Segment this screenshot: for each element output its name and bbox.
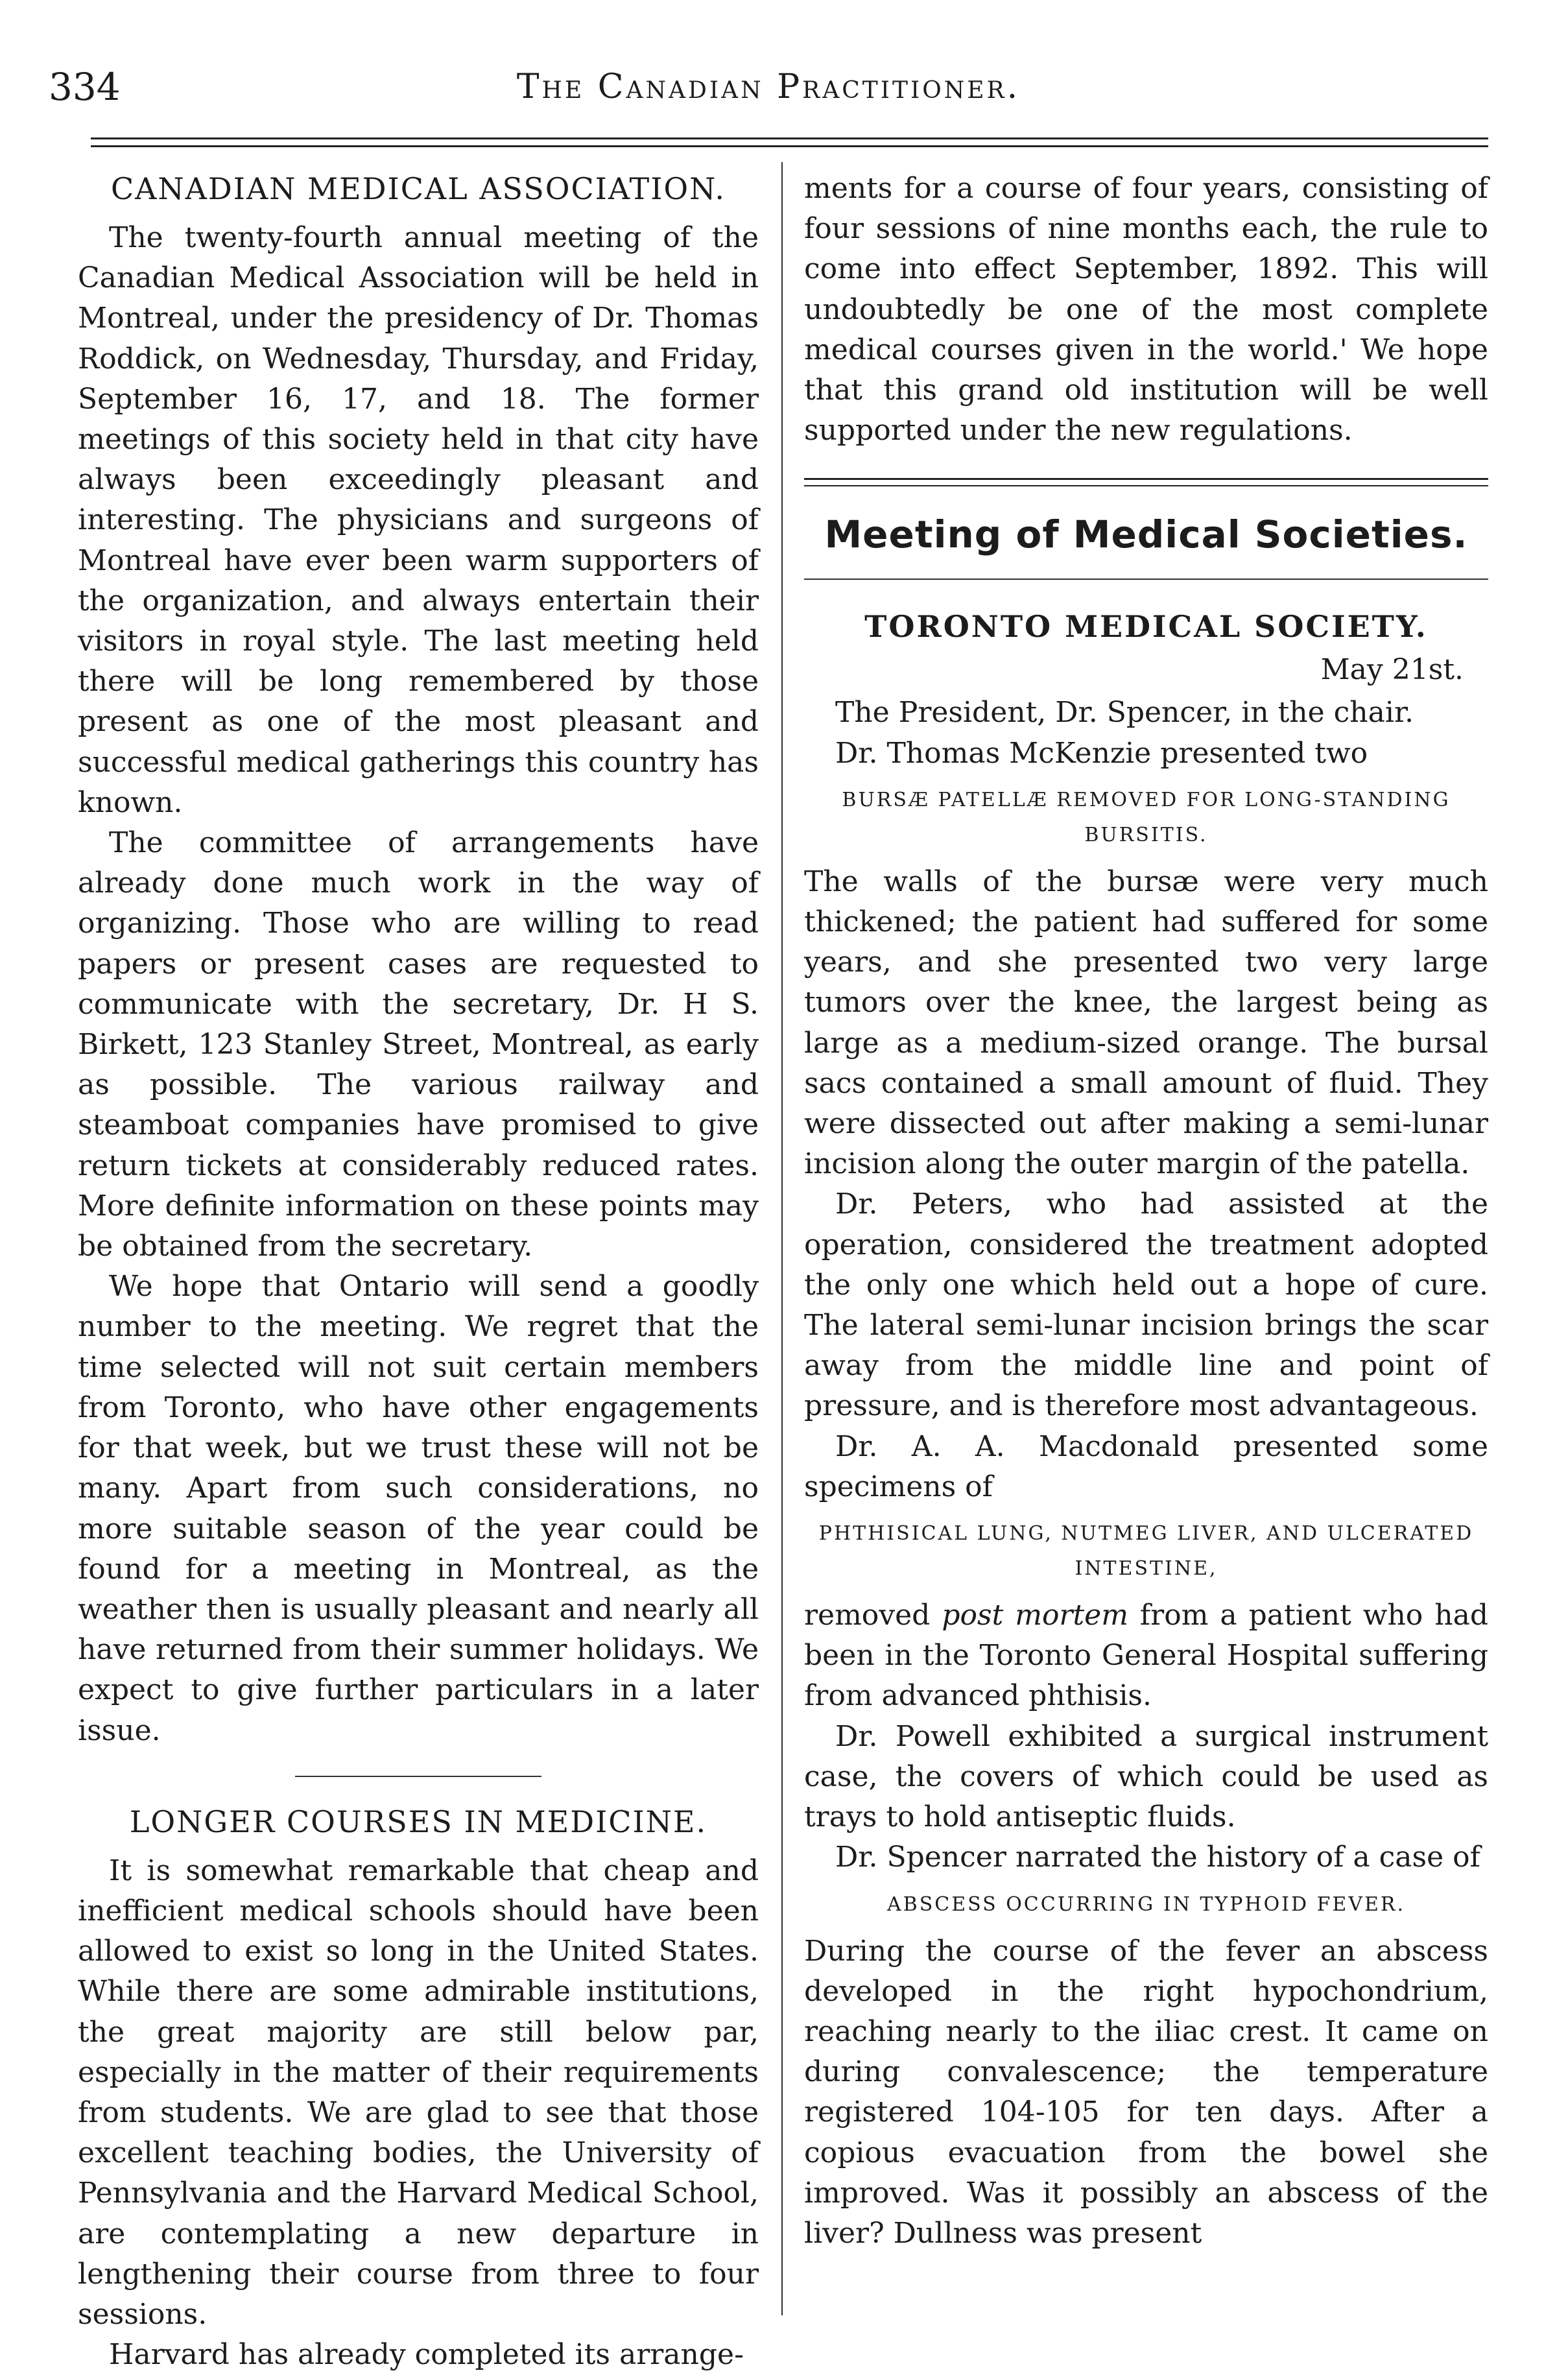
cma-paragraph-1: The twenty-fourth annual meeting of the Canadian Medical Association will be held in Montreal, under the presidency of Dr. Thomas Roddick, on Wednesday, Thursday, and Friday, September 16, 17, and 18. The former meetings of this society held in that city have always been exceedingly pleasant and interesting. The physicians and surgeons of Montreal have ever been warm supporters of the organization, and always entertain their visitors in royal style. The last meeting held there will be long remembered by those present as one of the most pleasant and successful medical gatherings this country has known. (78, 221, 759, 819)
peters-paragraph: Dr. Peters, who had assisted at the operation, considered the treatment adopted the only one which held out a hope of cure. The lateral semi-lunar incision brings the scar away from the middle line and point of pressure, and is therefore most advantageous. (804, 1188, 1488, 1423)
banner-rule-top (804, 478, 1488, 486)
meeting-date: May 21st. (1320, 653, 1464, 687)
cma-paragraph-3: We hope that Ontario will send a goodly number to the meeting. We regret that the time selected will not suit certain members from Toronto, who have other engagements for that week, but we trust these will not be many. Apart from such considerations, no more suitable season of the year could be found for a meeting in Montreal, as the weather then is usually pleasant and nearly all have returned from their summer holidays. We expect to give further particulars in a later issue. (78, 1270, 759, 1747)
journal-title: The Canadian Practitioner. (516, 67, 1021, 106)
bursae-case-paragraph: The walls of the bursæ were very much thickened; the patient had suffered for some years, and she presented two very large tumors over the knee, the largest being as large as a medium-sized orange. The bursal sacs contained a small amount of fluid. They were dissected out after making a semi-lunar incision along the outer margin of the patella. (804, 865, 1488, 1181)
spencer-paragraph: Dr. Spencer narrated the history of a case of (835, 1841, 1480, 1874)
longer-courses-continuation: ments for a course of four years, consisting of four sessions of nine months each, the rule to come into effect September, 1892. This will undoubtedly be one of the most complete medical courses given in the world.' We hope that this grand old institution will be well supported under the new regulations. (804, 172, 1488, 448)
column-divider (781, 162, 783, 2315)
typhoid-case-paragraph: During the course of the fever an abscess developed in the right hypochondrium, reaching nearly to the iliac crest. It came on during convalescence; the temperature registered 104-105 for ten days. After a copious evacuation from the bowel she improved. Was it possibly an abscess of the liver? Dullness was present (804, 1934, 1488, 2250)
header-rule-bottom (91, 145, 1488, 147)
mckenzie-line: Dr. Thomas McKenzie presented two (835, 736, 1368, 770)
meeting-of-medical-societies-banner: Meeting of Medical Societies. (824, 512, 1468, 557)
longer-courses-paragraph-1: It is somewhat remarkable that cheap and inefficient medical schools should have been allowed to exist so long in the United States. While there are some admirable institutions, the great majority are still below par, especially in the matter of their requirements from students. We are glad to see that those excellent teaching bodies, the University of Pennsylvania and the Harvard Medical School, are contemplating a new departure in lengthening their course from three to four sessions. (78, 1854, 759, 2331)
right-column (804, 169, 1488, 2254)
longer-courses-heading: LONGER COURSES IN MEDICINE. (129, 1804, 707, 1839)
longer-courses-paragraph-2: Harvard has already completed its arrange- (109, 2338, 744, 2372)
powell-paragraph: Dr. Powell exhibited a surgical instrument case, the covers of which could be used as trays to hold antiseptic fluids. (804, 1719, 1488, 1834)
post-mortem-paragraph (804, 1595, 1488, 1717)
phthisis-case-heading: PHTHISICAL LUNG, NUTMEG LIVER, AND ULCERATED INTESTINE, (818, 1522, 1474, 1581)
left-column (78, 169, 759, 2375)
banner-rule-bottom (804, 579, 1488, 580)
page-number: 334 (49, 65, 121, 109)
post-mortem-italic: post mortem (942, 1599, 1128, 1632)
cma-heading: CANADIAN MEDICAL ASSOCIATION. (110, 171, 726, 206)
bursae-case-heading: BURSÆ PATELLÆ REMOVED FOR LONG-STANDING BURSITIS. (842, 788, 1451, 846)
toronto-medical-society-heading: TORONTO MEDICAL SOCIETY. (864, 609, 1428, 645)
post-mortem-text-b: from a patient who had been in the Toronto General Hospital suffering from advanced phthisis. (804, 1599, 1488, 1713)
macdonald-paragraph: Dr. A. A. Macdonald presented some specimens of (804, 1429, 1488, 1503)
section-separator (295, 1776, 541, 1777)
header-rule-top (91, 137, 1488, 139)
chair-line: The President, Dr. Spencer, in the chair. (835, 696, 1414, 730)
cma-paragraph-2: The committee of arrangements have already done much work in the way of organizing. Those who are willing to read papers or present cases are requested to communicate with the secretary, Dr. H S. Birkett, 123 Stanley Street, Montreal, as early as possible. The various railway and steamboat companies have promised to give return tickets at considerably reduced rates. More definite information on these points may be obtained from the secretary. (78, 826, 759, 1263)
typhoid-case-heading: ABSCESS OCCURRING IN TYPHOID FEVER. (886, 1892, 1406, 1916)
post-mortem-text-a: removed (804, 1599, 942, 1632)
running-head (49, 65, 1488, 117)
